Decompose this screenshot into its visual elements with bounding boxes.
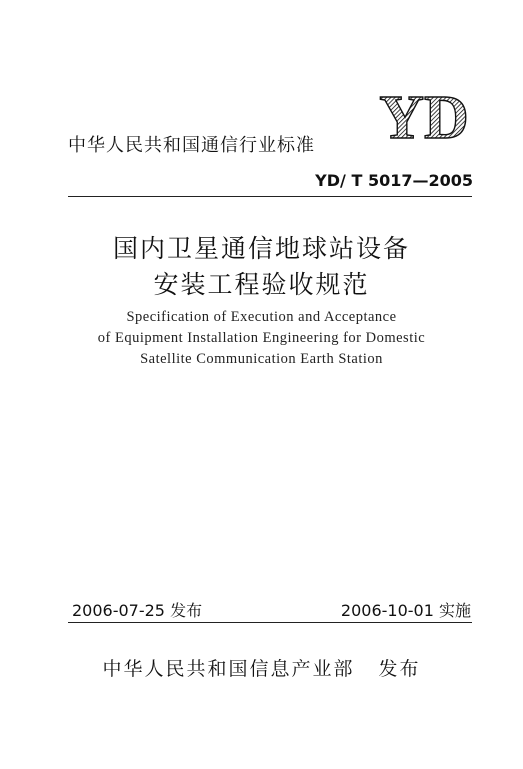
yd-logo	[372, 86, 476, 146]
yd-logo-text: YD	[379, 86, 469, 146]
issue-date: 2006-07-25 发布	[72, 601, 203, 620]
title-english-line-3: Satellite Communication Earth Station	[140, 351, 383, 367]
issuing-authority: 中华人民共和国信息产业部 发布	[102, 658, 421, 680]
standard-number: YD/ T 5017—2005	[315, 171, 473, 190]
bottom-divider	[68, 622, 472, 623]
standard-category: 中华人民共和国通信行业标准	[68, 135, 315, 156]
title-chinese-line-1: 国内卫星通信地球站设备	[112, 234, 410, 263]
title-english-line-1: Specification of Execution and Acceptance	[126, 309, 397, 325]
title-chinese-line-2: 安装工程验收规范	[153, 270, 370, 299]
implementation-date: 2006-10-01 实施	[340, 601, 471, 620]
top-divider	[68, 196, 472, 197]
title-english-line-2: of Equipment Installation Engineering for Domestic	[97, 330, 426, 346]
